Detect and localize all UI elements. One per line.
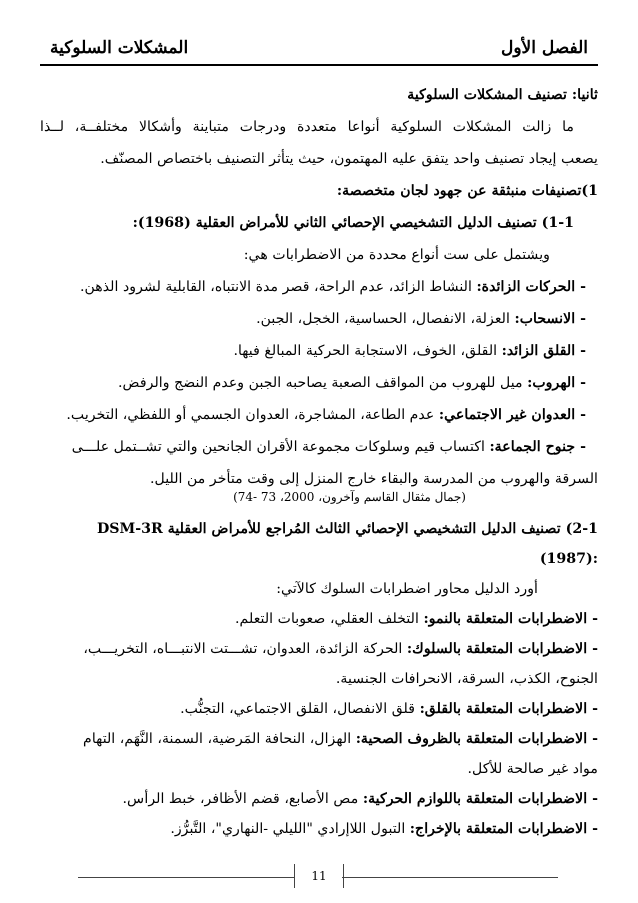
heading-text: 1-1) تصنيف الدليل التشخيصي الإحصائي الثاني للأمراض العقلية (1968):: [132, 215, 574, 231]
page-number: 11: [294, 864, 344, 888]
item-text: القلق، الخوف، الاستجابة الحركية المبالغ فيها.: [233, 343, 502, 359]
list-item: [40, 820, 598, 838]
subsection-heading-continued: [40, 550, 598, 568]
header-subject: المشكلات السلوكية: [50, 38, 189, 58]
paragraph-line: [40, 118, 598, 136]
paragraph-line: [40, 580, 598, 598]
item-text: العزلة، الانفصال، الحساسية، الخجل، الجبن.: [256, 311, 515, 327]
list-item: [40, 406, 598, 424]
line-text: يصعب إيجاد تصنيف واحد يتفق عليه المهتمون، حيث يتأثر التصنيف باختصاص المصنّف.: [100, 151, 598, 167]
section-heading: [40, 86, 598, 104]
item-label: - جنوح الجماعة:: [489, 439, 586, 455]
item-text: التبول اللاإرادي "الليلي -النهاري"، التَّبرُّز.: [170, 821, 410, 837]
list-item: [40, 342, 598, 360]
item-label: - الاضطرابات المتعلقة بالنمو:: [423, 611, 598, 627]
line-text: ما زالت المشكلات السلوكية أنواعا متعددة ودرجات متباينة وأشكالا مختلفــة، لــذا: [40, 119, 574, 135]
list-item: [40, 730, 598, 748]
line-text: مواد غير صالحة للأكل.: [467, 761, 598, 777]
item-label: - الحركات الزائدة:: [476, 279, 586, 295]
paragraph-line: [40, 246, 598, 264]
paragraph-line: [40, 670, 598, 688]
line-text: أورد الدليل محاور اضطرابات السلوك كالآتي:: [276, 581, 538, 597]
item-text: الحركة الزائدة، العدوان، تشـــتت الانتبـــاه، التخريـــب،: [83, 641, 407, 657]
paragraph-line: [40, 760, 598, 778]
item-label: - الاضطرابات المتعلقة بالسلوك:: [406, 641, 598, 657]
item-label: - القلق الزائد:: [501, 343, 586, 359]
heading-text: 2-1) تصنيف الدليل التشخيصي الإحصائي الثالث المُراجع للأمراض العقلية DSM-3R: [96, 521, 598, 537]
item-label: - الاضطرابات المتعلقة بالإخراج:: [409, 821, 598, 837]
list-item: [40, 374, 598, 392]
list-item: [40, 610, 598, 628]
paragraph-line: [40, 150, 598, 168]
paragraph-line: [40, 470, 598, 488]
item-label: - الاضطرابات المتعلقة بالظروف الصحية:: [355, 731, 598, 747]
list-item: [40, 700, 598, 718]
item-label: - الاضطرابات المتعلقة باللوازم الحركية:: [362, 791, 598, 807]
heading-text: ثانيا: تصنيف المشكلات السلوكية: [407, 87, 598, 103]
item-label: - العدوان غير الاجتماعي:: [438, 407, 586, 423]
item-text: التخلف العقلي، صعوبات التعلم.: [235, 611, 424, 627]
list-item: [40, 278, 598, 296]
subsection-heading: [40, 214, 598, 232]
list-item: [40, 438, 598, 456]
list-item: [40, 640, 598, 658]
item-text: قلق الانفصال، القلق الاجتماعي، التجنُّب.: [180, 701, 420, 717]
heading-text: 1)تصنيفات منبثقة عن جهود لجان متخصصة:: [336, 183, 598, 199]
subsection-heading: [40, 520, 598, 538]
item-text: الهزال، النحافة المَرضية، السمنة، النَّهَم، التهام: [83, 731, 356, 747]
item-label: - الاضطرابات المتعلقة بالقلق:: [419, 701, 598, 717]
item-text: النشاط الزائد، عدم الراحة، قصر مدة الانتباه، القابلية لشرود الذهن.: [79, 279, 477, 295]
item-text: ميل للهروب من المواقف الصعبة يصاحبه الجبن وعدم النضج والرفض.: [117, 375, 528, 391]
item-text: مص الأصابع، قضم الأظافر، خبط الرأس.: [122, 791, 363, 807]
item-label: - الهروب:: [527, 375, 586, 391]
footer-rule-left: [78, 877, 294, 878]
list-item: [40, 310, 598, 328]
item-text: اكتساب قيم وسلوكات مجموعة الأقران الجانحين والتي تشــتمل علـــى: [71, 439, 490, 455]
citation-text: (جمال مثقال القاسم وآخرون، 2000، 73 -74): [233, 490, 466, 504]
footer-rule-right: [342, 877, 558, 878]
line-text: ويشتمل على ست أنواع محددة من الاضطرابات هي:: [243, 247, 550, 263]
heading-text: :(1987): [539, 551, 598, 567]
subsection-heading: [40, 182, 598, 200]
running-header: [40, 34, 598, 64]
item-text: عدم الطاعة، المشاجرة، العدوان الجسمي أو اللفظي، التخريب.: [66, 407, 439, 423]
list-item: [40, 790, 598, 808]
header-rule: [40, 64, 598, 66]
item-label: - الانسحاب:: [514, 311, 586, 327]
citation: [40, 488, 598, 506]
header-chapter: الفصل الأول: [500, 38, 588, 58]
line-text: الجنوح، الكذب، السرقة، الانحرافات الجنسية.: [335, 671, 598, 687]
line-text: السرقة والهروب من المدرسة والبقاء خارج المنزل إلى وقت متأخر من الليل.: [149, 471, 598, 487]
page-footer: [0, 862, 638, 892]
